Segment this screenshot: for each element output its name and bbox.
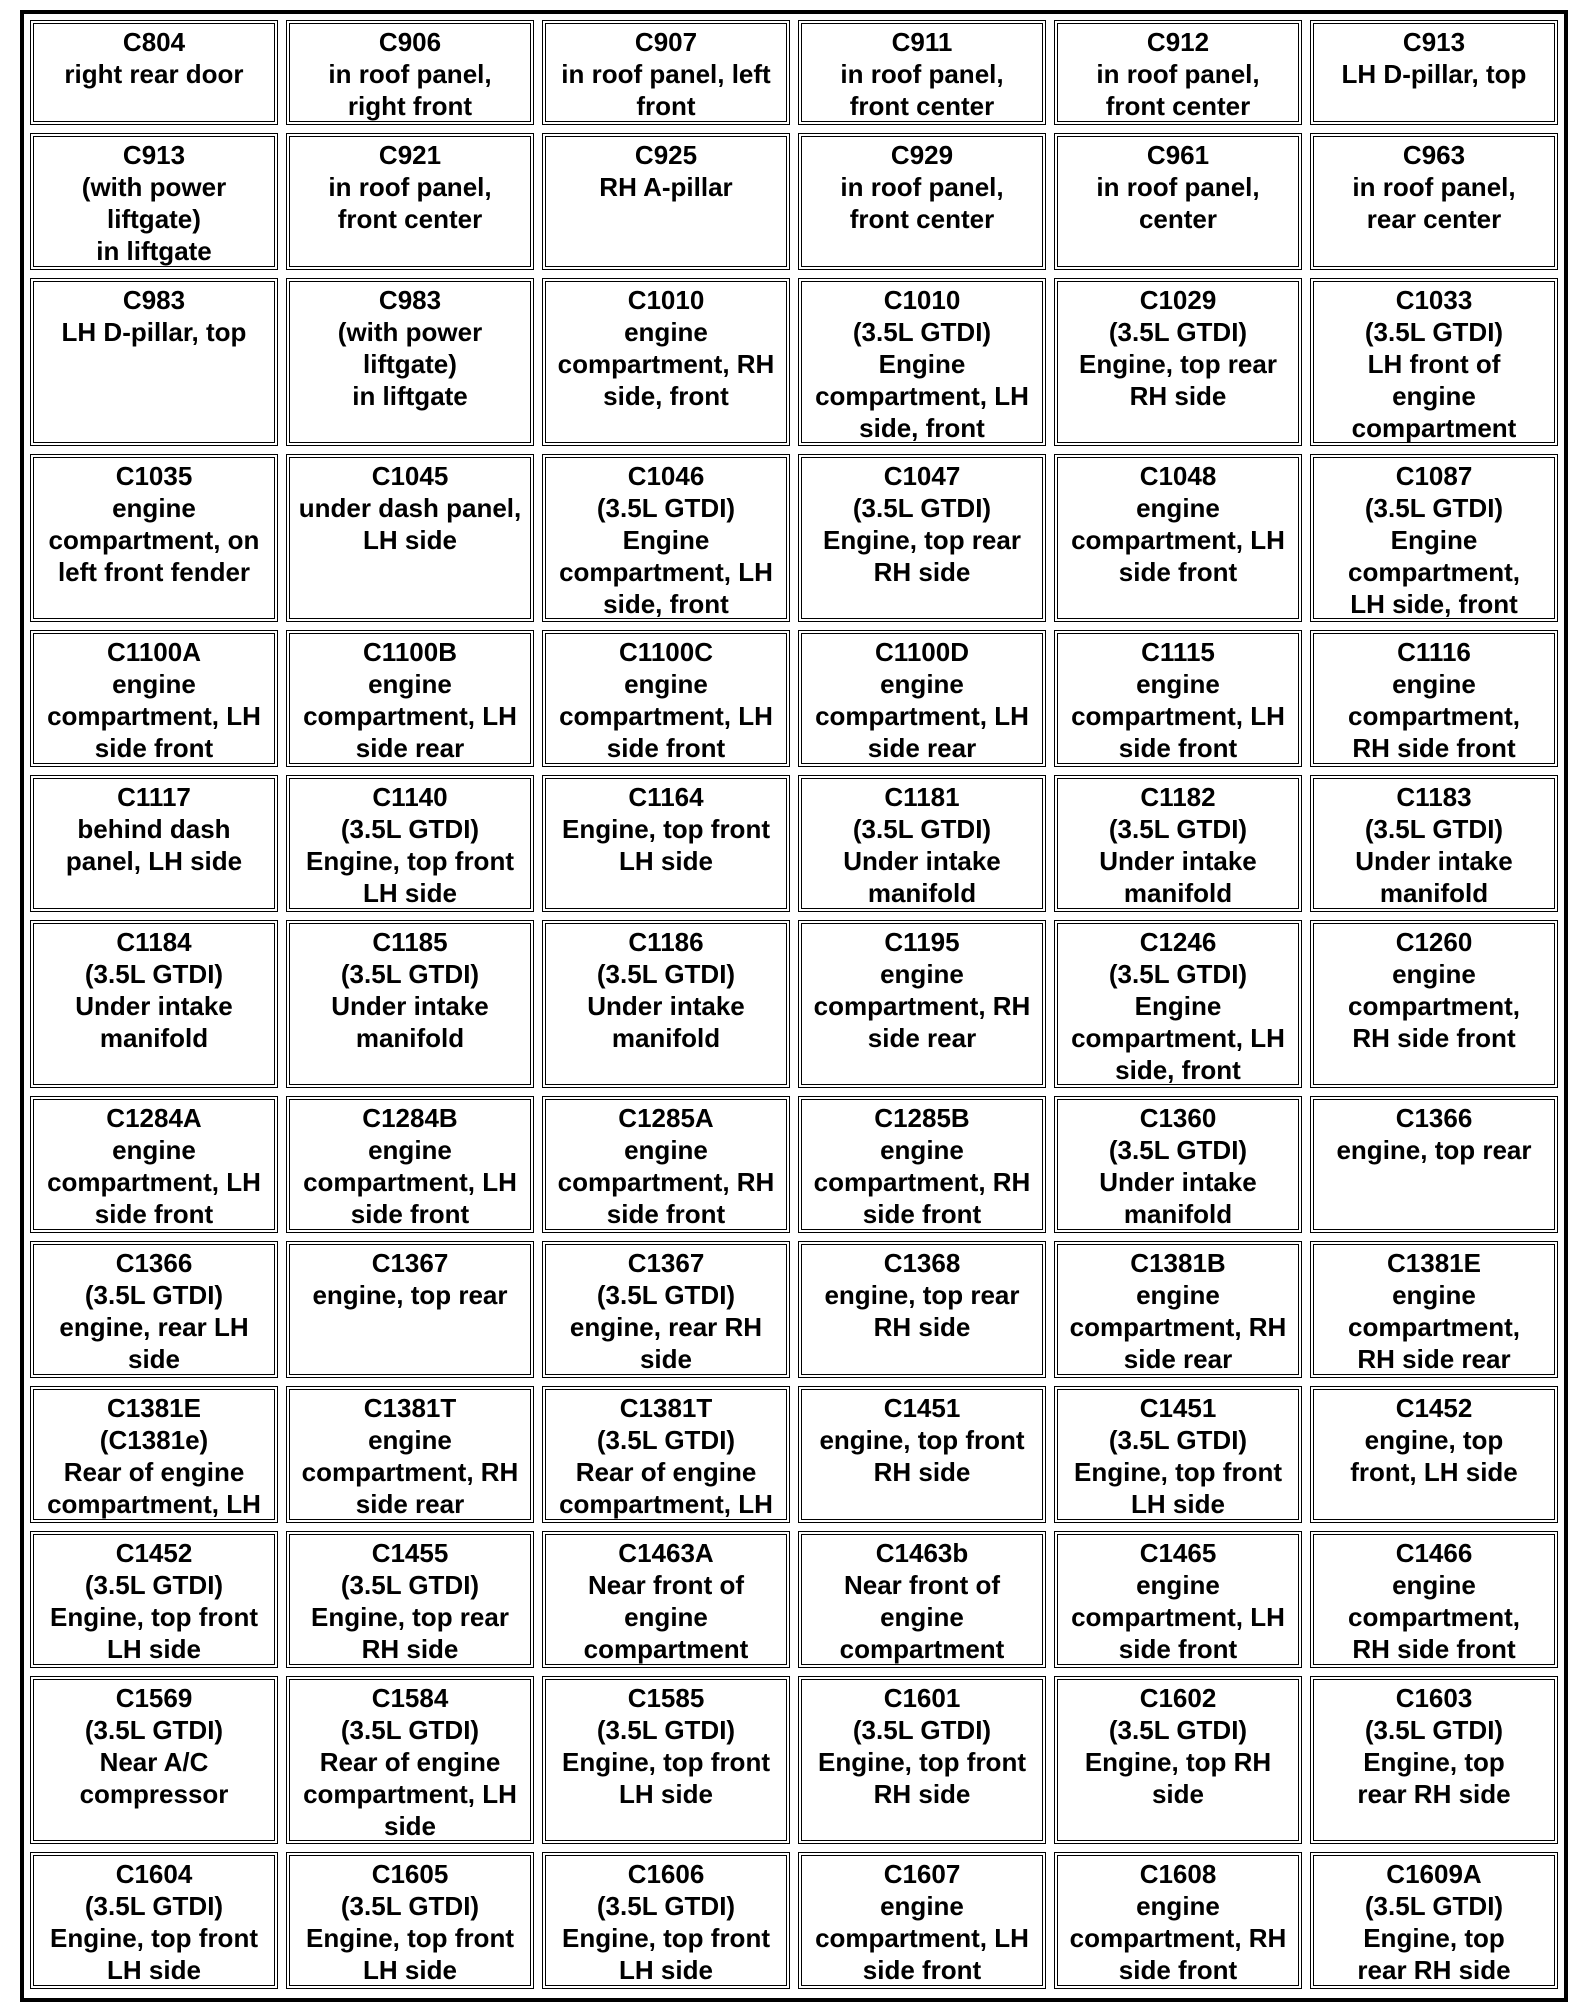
connector-cell [286,1852,534,1989]
connector-location: engine compartment, RH side front [1069,1891,1287,1985]
connector-cell [1054,454,1302,622]
connector-code: C1366 [1395,1103,1473,1133]
connector-code: C1608 [1139,1859,1217,1889]
connector-code: C1047 [883,461,961,491]
connector-code: C1451 [883,1393,961,1423]
connector-code: C1100B [363,637,457,667]
connector-cell [286,920,534,1088]
connector-cell [286,20,534,125]
connector-location: (3.5L GTDI) Engine, top RH side [1084,1715,1272,1809]
connector-cell [798,1531,1046,1668]
connector-location: (3.5L GTDI) Engine, top rear RH side [1079,317,1277,411]
connector-cell [542,1852,790,1989]
connector-location: (3.5L GTDI) Under intake manifold [1355,814,1513,908]
connector-code: C1465 [1139,1538,1217,1568]
connector-code: C1246 [1139,927,1217,957]
connector-location: engine compartment, LH side front [303,1135,517,1229]
connector-location: in roof panel, front center [1096,59,1260,121]
connector-code: C929 [890,140,954,170]
connector-code: C906 [378,27,442,57]
connector-code: C1164 [628,782,704,812]
connector-code: C1100D [875,637,969,667]
connector-cell [30,1676,278,1844]
connector-location: in roof panel, front center [840,59,1004,121]
connector-location: (3.5L GTDI) Engine compartment, LH side, front [1071,959,1285,1085]
connector-cell [30,1241,278,1378]
connector-location: RH A-pillar [599,172,733,202]
connector-cell [1054,775,1302,912]
connector-location: engine compartment, RH side rear [1348,1280,1520,1374]
connector-code: C1260 [1395,927,1473,957]
connector-code: C1605 [371,1859,449,1889]
connector-code: C1010 [627,285,705,315]
connector-location: engine compartment, LH side front [1071,493,1285,587]
connector-location: engine compartment, LH side rear [815,669,1029,763]
connector-location: engine compartment, RH side, front [557,317,775,411]
connector-cell [1054,1386,1302,1523]
connector-location: engine compartment, RH side rear [1069,1280,1287,1374]
connector-cell [1310,1852,1558,1989]
connector-code: C1604 [115,1859,193,1889]
connector-location: engine compartment, RH side front [1348,959,1520,1053]
connector-cell [798,1241,1046,1378]
connector-cell [1310,1531,1558,1668]
connector-cell [30,1531,278,1668]
connector-cell [542,20,790,125]
connector-code: C1367 [627,1248,705,1278]
connector-cell [30,454,278,622]
connector-code: C1466 [1395,1538,1473,1568]
connector-code: C1451 [1139,1393,1217,1423]
connector-location: in roof panel, front center [328,172,492,234]
connector-location: in roof panel, center [1096,172,1260,234]
connector-location-table [20,10,1568,2002]
connector-cell [798,1852,1046,1989]
connector-cell [1310,133,1558,270]
connector-code: C1029 [1139,285,1217,315]
connector-cell [542,1096,790,1233]
connector-cell [286,1386,534,1523]
connector-code: C963 [1402,140,1466,170]
connector-code: C1117 [117,782,191,812]
connector-cell [1310,454,1558,622]
connector-location: (with power liftgate) in liftgate [81,172,227,266]
connector-cell [1310,1241,1558,1378]
connector-cell [798,454,1046,622]
connector-location: (3.5L GTDI) Engine, top rear RH side [1357,1715,1511,1809]
connector-code: C1284B [362,1103,458,1133]
connector-cell [286,133,534,270]
connector-cell [798,1676,1046,1844]
connector-code: C1569 [115,1683,193,1713]
connector-location: in roof panel, front center [840,172,1004,234]
connector-location: (3.5L GTDI) Under intake manifold [843,814,1001,908]
connector-location: (3.5L GTDI) LH front of engine compartment [1351,317,1517,443]
connector-location: (3.5L GTDI) Engine, top front LH side [562,1715,770,1809]
connector-cell [1310,775,1558,912]
connector-location: (3.5L GTDI) Engine, top front LH side [50,1891,258,1985]
connector-code: C1186 [628,927,704,957]
connector-location: (3.5L GTDI) Rear of engine compartment, LH side [303,1715,517,1841]
connector-cell [1310,1386,1558,1523]
connector-cell [542,775,790,912]
connector-cell [1054,920,1302,1088]
connector-cell [542,1386,790,1523]
connector-location: (3.5L GTDI) Engine, top front RH side [818,1715,1026,1809]
connector-code: C1606 [627,1859,705,1889]
connector-code: C1140 [372,782,448,812]
connector-code: C1585 [627,1683,705,1713]
connector-location: Engine, top front LH side [562,814,770,876]
connector-code: C1100A [107,637,201,667]
connector-code: C1010 [883,285,961,315]
connector-location: engine compartment, RH side front [557,1135,775,1229]
connector-location: in roof panel, rear center [1352,172,1516,234]
connector-location: (3.5L GTDI) Engine, top front LH side [306,1891,514,1985]
connector-location: (3.5L GTDI) Near A/C compressor [79,1715,229,1809]
connector-cell [1310,1096,1558,1233]
connector-code: C1609A [1386,1859,1482,1889]
connector-location: in roof panel, right front [328,59,492,121]
connector-cell [1054,133,1302,270]
connector-cell [286,1241,534,1378]
connector-code: C925 [634,140,698,170]
connector-cell [798,920,1046,1088]
connector-code: C1381B [1130,1248,1226,1278]
connector-location: behind dash panel, LH side [65,814,243,876]
connector-code: C911 [891,27,953,57]
connector-code: C1607 [883,1859,961,1889]
connector-code: C921 [378,140,442,170]
connector-location: (3.5L GTDI) Under intake manifold [1099,814,1257,908]
connector-cell [286,278,534,446]
connector-location: engine compartment, LH side front [1071,669,1285,763]
connector-cell [1054,1096,1302,1233]
connector-location: (3.5L GTDI) Under intake manifold [587,959,745,1053]
connector-cell [1310,920,1558,1088]
connector-cell [1054,1852,1302,1989]
connector-location: (3.5L GTDI) engine, rear RH side [569,1280,763,1374]
connector-code: C1285A [618,1103,714,1133]
connector-code: C1381E [107,1393,201,1423]
connector-location: Near front of engine compartment [839,1570,1005,1664]
connector-location: (with power liftgate) in liftgate [337,317,483,411]
connector-code: C1381T [619,1393,713,1423]
connector-location: (3.5L GTDI) Engine, top front LH side [1074,1425,1282,1519]
connector-code: C1603 [1395,1683,1473,1713]
connector-code: C983 [122,285,186,315]
connector-cell [1054,1676,1302,1844]
connector-code: C1115 [1141,637,1215,667]
connector-code: C1045 [371,461,449,491]
connector-code: C1183 [1396,782,1472,812]
connector-location: engine, top rear [1336,1135,1532,1165]
connector-cell [798,630,1046,767]
connector-location: engine compartment, on left front fender [48,493,260,587]
connector-cell [30,1386,278,1523]
connector-code: C1035 [115,461,193,491]
connector-cell [30,133,278,270]
connector-cell [1054,1531,1302,1668]
connector-cell [542,133,790,270]
connector-code: C1185 [372,927,448,957]
connector-code: C913 [122,140,186,170]
connector-location: engine compartment, LH side front [47,1135,261,1229]
connector-location: engine compartment, RH side front [813,1135,1031,1229]
connector-code: C1452 [1395,1393,1473,1423]
connector-cell [1310,1676,1558,1844]
connector-cell [30,920,278,1088]
connector-cell [798,1386,1046,1523]
connector-code: C1100C [619,637,713,667]
connector-cell [798,133,1046,270]
connector-cell [1054,20,1302,125]
connector-code: C1048 [1139,461,1217,491]
connector-cell [1054,1241,1302,1378]
connector-code: C1584 [371,1683,449,1713]
connector-location: engine compartment, LH side front [815,1891,1029,1985]
connector-code: C1087 [1395,461,1473,491]
connector-cell [542,1676,790,1844]
connector-location: (3.5L GTDI) Engine, top rear RH side [311,1570,509,1664]
connector-cell [1310,630,1558,767]
connector-code: C1463A [618,1538,714,1568]
connector-code: C1366 [115,1248,193,1278]
connector-location: (3.5L GTDI) Engine, top front LH side [562,1891,770,1985]
connector-location: (3.5L GTDI) Rear of engine compartment, LH [559,1425,773,1519]
connector-code: C1181 [884,782,960,812]
connector-location: engine compartment, RH side front [1348,1570,1520,1664]
connector-cell [542,454,790,622]
connector-code: C1195 [884,927,960,957]
connector-code: C1452 [115,1538,193,1568]
connector-cell [286,1096,534,1233]
connector-cell [286,775,534,912]
connector-location: right rear door [64,59,244,89]
connector-location: (3.5L GTDI) engine, rear LH side [59,1280,249,1374]
connector-location: (3.5L GTDI) Engine, top rear RH side [823,493,1021,587]
connector-location: engine compartment, LH side rear [303,669,517,763]
connector-code: C1602 [1139,1683,1217,1713]
connector-location: LH D-pillar, top [61,317,247,347]
connector-cell [542,630,790,767]
connector-cell [30,1852,278,1989]
connector-location: engine compartment, LH side front [47,669,261,763]
connector-code: C1368 [883,1248,961,1278]
connector-cell [542,278,790,446]
connector-location: (3.5L GTDI) Engine compartment, LH side, front [815,317,1029,443]
connector-code: C1463b [875,1538,969,1568]
connector-code: C1381T [363,1393,457,1423]
connector-code: C1184 [116,927,192,957]
connector-code: C1381E [1387,1248,1481,1278]
connector-code: C912 [1146,27,1210,57]
connector-cell [30,775,278,912]
connector-code: C907 [634,27,698,57]
connector-cell [542,1531,790,1668]
connector-cell [542,1241,790,1378]
connector-code: C913 [1402,27,1466,57]
connector-location: engine, top rear [312,1280,508,1310]
connector-code: C1601 [883,1683,961,1713]
connector-location: engine, top front RH side [819,1425,1025,1487]
connector-cell [286,1676,534,1844]
connector-cell [30,278,278,446]
connector-location: (3.5L GTDI) Under intake manifold [75,959,233,1053]
connector-location: engine, top rear RH side [824,1280,1020,1342]
connector-cell [30,630,278,767]
connector-cell [1310,20,1558,125]
connector-code: C983 [378,285,442,315]
connector-location: engine compartment, RH side rear [301,1425,519,1519]
connector-cell [30,20,278,125]
connector-code: C1284A [106,1103,202,1133]
connector-location: (3.5L GTDI) Engine compartment, LH side, front [1348,493,1520,619]
connector-location: (3.5L GTDI) Under intake manifold [331,959,489,1053]
connector-cell [286,1531,534,1668]
connector-location: engine compartment, RH side rear [813,959,1031,1053]
connector-location: (3.5L GTDI) Engine, top rear RH side [1357,1891,1511,1985]
connector-location: (C1381e) Rear of engine compartment, LH [47,1425,261,1519]
connector-location: engine compartment, LH side front [1071,1570,1285,1664]
connector-cell [1054,630,1302,767]
connector-cell [798,20,1046,125]
connector-code: C1033 [1395,285,1473,315]
connector-location: engine, top front, LH side [1350,1425,1518,1487]
connector-code: C961 [1146,140,1210,170]
connector-location: (3.5L GTDI) Engine, top front LH side [306,814,514,908]
connector-location: under dash panel, LH side [298,493,522,555]
connector-cell [1054,278,1302,446]
connector-code: C1285B [874,1103,970,1133]
connector-code: C1360 [1139,1103,1217,1133]
connector-location: Near front of engine compartment [583,1570,749,1664]
connector-code: C804 [122,27,186,57]
connector-cell [798,1096,1046,1233]
connector-cell [798,775,1046,912]
connector-cell [798,278,1046,446]
connector-cell [286,630,534,767]
connector-location: engine compartment, LH side front [559,669,773,763]
connector-code: C1116 [1397,637,1471,667]
connector-cell [542,920,790,1088]
connector-cell [30,1096,278,1233]
connector-cell [1310,278,1558,446]
connector-location: in roof panel, left front [561,59,771,121]
connector-location: (3.5L GTDI) Under intake manifold [1099,1135,1257,1229]
connector-location: LH D-pillar, top [1341,59,1527,89]
connector-code: C1182 [1140,782,1216,812]
connector-location: (3.5L GTDI) Engine, top front LH side [50,1570,258,1664]
connector-code: C1046 [627,461,705,491]
connector-code: C1367 [371,1248,449,1278]
connector-cell [286,454,534,622]
connector-location: (3.5L GTDI) Engine compartment, LH side, front [559,493,773,619]
connector-location: engine compartment, RH side front [1348,669,1520,763]
connector-code: C1455 [371,1538,449,1568]
